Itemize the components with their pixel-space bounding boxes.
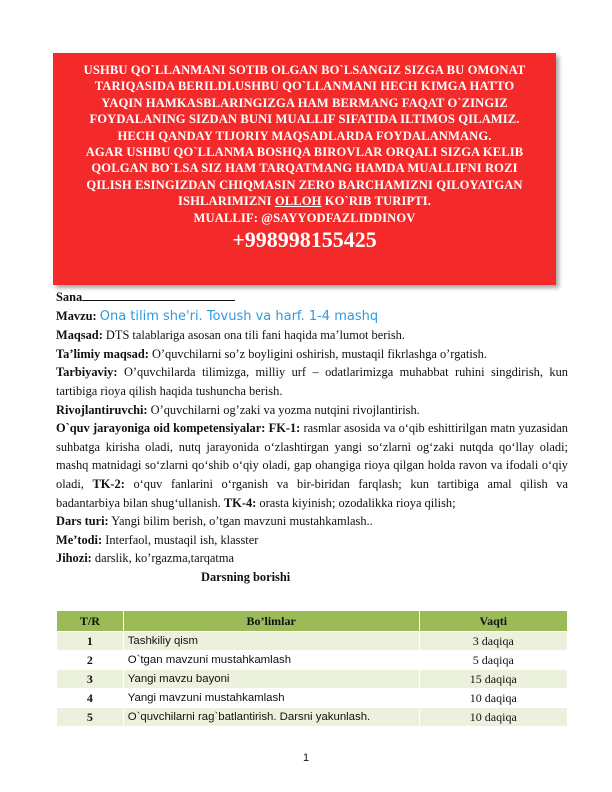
notice-text: KO`RIB TURIPTI. [321, 194, 431, 209]
lesson-type-line [56, 512, 568, 531]
row-section: Yangi mavzuni mustahkamlash [123, 689, 419, 708]
table-row [57, 689, 568, 708]
table-row [57, 632, 568, 651]
topic-value: Ona tilim she'ri. Tovush va harf. 1-4 mashq [99, 308, 379, 324]
developmental-value: O’quvchilarni og’zaki va yozma nutqini rivojlantirish. [147, 402, 420, 417]
row-number: 1 [57, 632, 124, 651]
row-number: 2 [57, 651, 124, 670]
method-value: Interfaol, mustaqil ish, klasster [102, 532, 259, 547]
notice-line: TARIQASIDA BERILDI.USHBU QO`LLANMANI HECH KIMGA HATTO [94, 79, 515, 94]
method-line [56, 531, 568, 550]
lesson-type-label: Dars turi: [56, 514, 109, 529]
table-row [57, 651, 568, 670]
educational-goal-line [56, 345, 568, 364]
tk2-label: TK-2: [92, 476, 125, 491]
goal-line [56, 326, 568, 345]
table-row [57, 670, 568, 689]
row-number: 5 [57, 708, 124, 727]
row-section: O`tgan mavzuni mustahkamlash [123, 651, 419, 670]
fk1-label: FK-1: [268, 421, 301, 436]
goal-value: DTS talablariga asosan ona tili fani haqida ma’lumot berish. [102, 328, 405, 343]
date-blank-line [82, 288, 235, 301]
row-time: 10 daqiqa [419, 689, 567, 708]
row-section: O`quvchilarni rag`batlantirish. Darsni yakunlash. [123, 708, 419, 727]
author-handle: MUALLIF: @SAYYODFAZLIDDINOV [193, 210, 416, 225]
table-row [57, 708, 568, 727]
notice-line: AGAR USHBU QO`LLANMA BOSHQA BIROVLAR ORQALI SIZGA KELIB [85, 145, 524, 160]
method-label: Me’todi: [56, 532, 103, 547]
equipment-line [56, 549, 568, 568]
tk2-text: o‘quv fanlarini o‘rganish va bir-biridan farqlash; kun tartibiga amal qilish va badantarbiya bilan shug‘ullanish. [56, 476, 568, 510]
date-label: Sana [56, 290, 83, 304]
lesson-plan-body [56, 288, 568, 587]
row-time: 15 daqiqa [419, 670, 567, 689]
notice-line: HECH QANDAY TIJORIY MAQSADLARDA FOYDALANMANG. [117, 128, 492, 143]
column-header-number: T/R [57, 611, 124, 632]
copyright-notice-banner [53, 53, 556, 285]
topic-label: Mavzu: [56, 308, 97, 323]
notice-line [53, 193, 556, 209]
educational-goal-label: Ta’limiy maqsad: [56, 346, 149, 361]
upbringing-label: Tarbiyaviy: [56, 365, 118, 380]
table-header-row [57, 611, 568, 632]
row-section: Tashkiliy qism [123, 632, 419, 651]
developmental-label: Rivojlantiruvchi: [56, 402, 148, 417]
lesson-flow-table [56, 610, 568, 727]
upbringing-value: O’quvchilarda tilimizga, milliy urf – odatlarimizga muhabbat ruhini singdirish, kun tartibiga rioya qilish haqida tushuncha berish. [56, 365, 568, 398]
notice-text: ISHLARIMIZNI [178, 194, 275, 209]
row-number: 3 [57, 670, 124, 689]
developmental-goal-line [56, 401, 568, 420]
notice-line: YAQIN HAMKASBLARINGIZGA HAM BERMANG FAQAT O`ZINGIZ [101, 95, 508, 110]
page-number: 1 [302, 752, 310, 764]
lesson-flow-title: Darsning borishi [201, 569, 291, 584]
topic-line [56, 307, 568, 327]
notice-line: QILISH ESINGIZDAN CHIQMASIN ZERO BARCHAMIZNI QILOYATGAN [86, 177, 523, 192]
row-time: 5 daqiqa [419, 651, 567, 670]
notice-line: USHBU QO`LLANMANI SOTIB OLGAN BO`LSANGIZ SIZGA BU OMONAT [83, 63, 526, 77]
notice-underlined-word: OLLOH [274, 194, 322, 209]
column-header-time: Vaqti [419, 611, 567, 632]
competencies-paragraph [56, 419, 568, 512]
row-number: 4 [57, 689, 124, 708]
notice-line: QOLGAN BO`LSA SIZ HAM TARQATMANG HAMDA MUALLIFNI ROZI [91, 161, 518, 176]
equipment-value: darslik, ko’rgazma,tarqatma [91, 551, 235, 566]
row-section: Yangi mavzu bayoni [123, 670, 419, 689]
tk4-text: orasta kiyinish; ozodalikka rioya qilish; [256, 495, 456, 510]
row-time: 3 daqiqa [419, 632, 567, 651]
date-line [56, 288, 568, 307]
notice-line: FOYDALANING SIZDAN BUNI MUALLIF SIFATIDA ILTIMOS QILAMIZ. [89, 112, 520, 127]
upbringing-goal-paragraph [56, 363, 568, 400]
competencies-label: O`quv jarayoniga oid kompetensiyalar: [56, 421, 266, 436]
goal-label: Maqsad: [56, 328, 103, 343]
fk1-text: rasmlar asosida va o‘qib eshittirilgan matn yuzasidan suhbatga kirisha oladi, nutq jarayonida o‘zlashtirgan yangi so‘zlarni og‘zaki nutqda qo‘llay oladi; mashq matnidagi so‘zlarni qo‘shib o‘qiy oladi, gap ohangiga rioya qilgan holda ravon va ifodali o‘qiy oladi, [56, 421, 568, 491]
phone-number: +998998155425 [232, 227, 377, 253]
lesson-type-value: Yangi bilim berish, o’tgan mavzuni mustahkamlash.. [108, 514, 373, 529]
tk4-label: TK-4: [223, 495, 257, 510]
row-time: 10 daqiqa [419, 708, 567, 727]
column-header-sections: Bo’limlar [123, 611, 419, 632]
equipment-label: Jihozi: [56, 551, 92, 566]
educational-goal-value: O’quvchilarni so’z boyligini oshirish, mustaqil fikrlashga o’rgatish. [148, 346, 487, 361]
